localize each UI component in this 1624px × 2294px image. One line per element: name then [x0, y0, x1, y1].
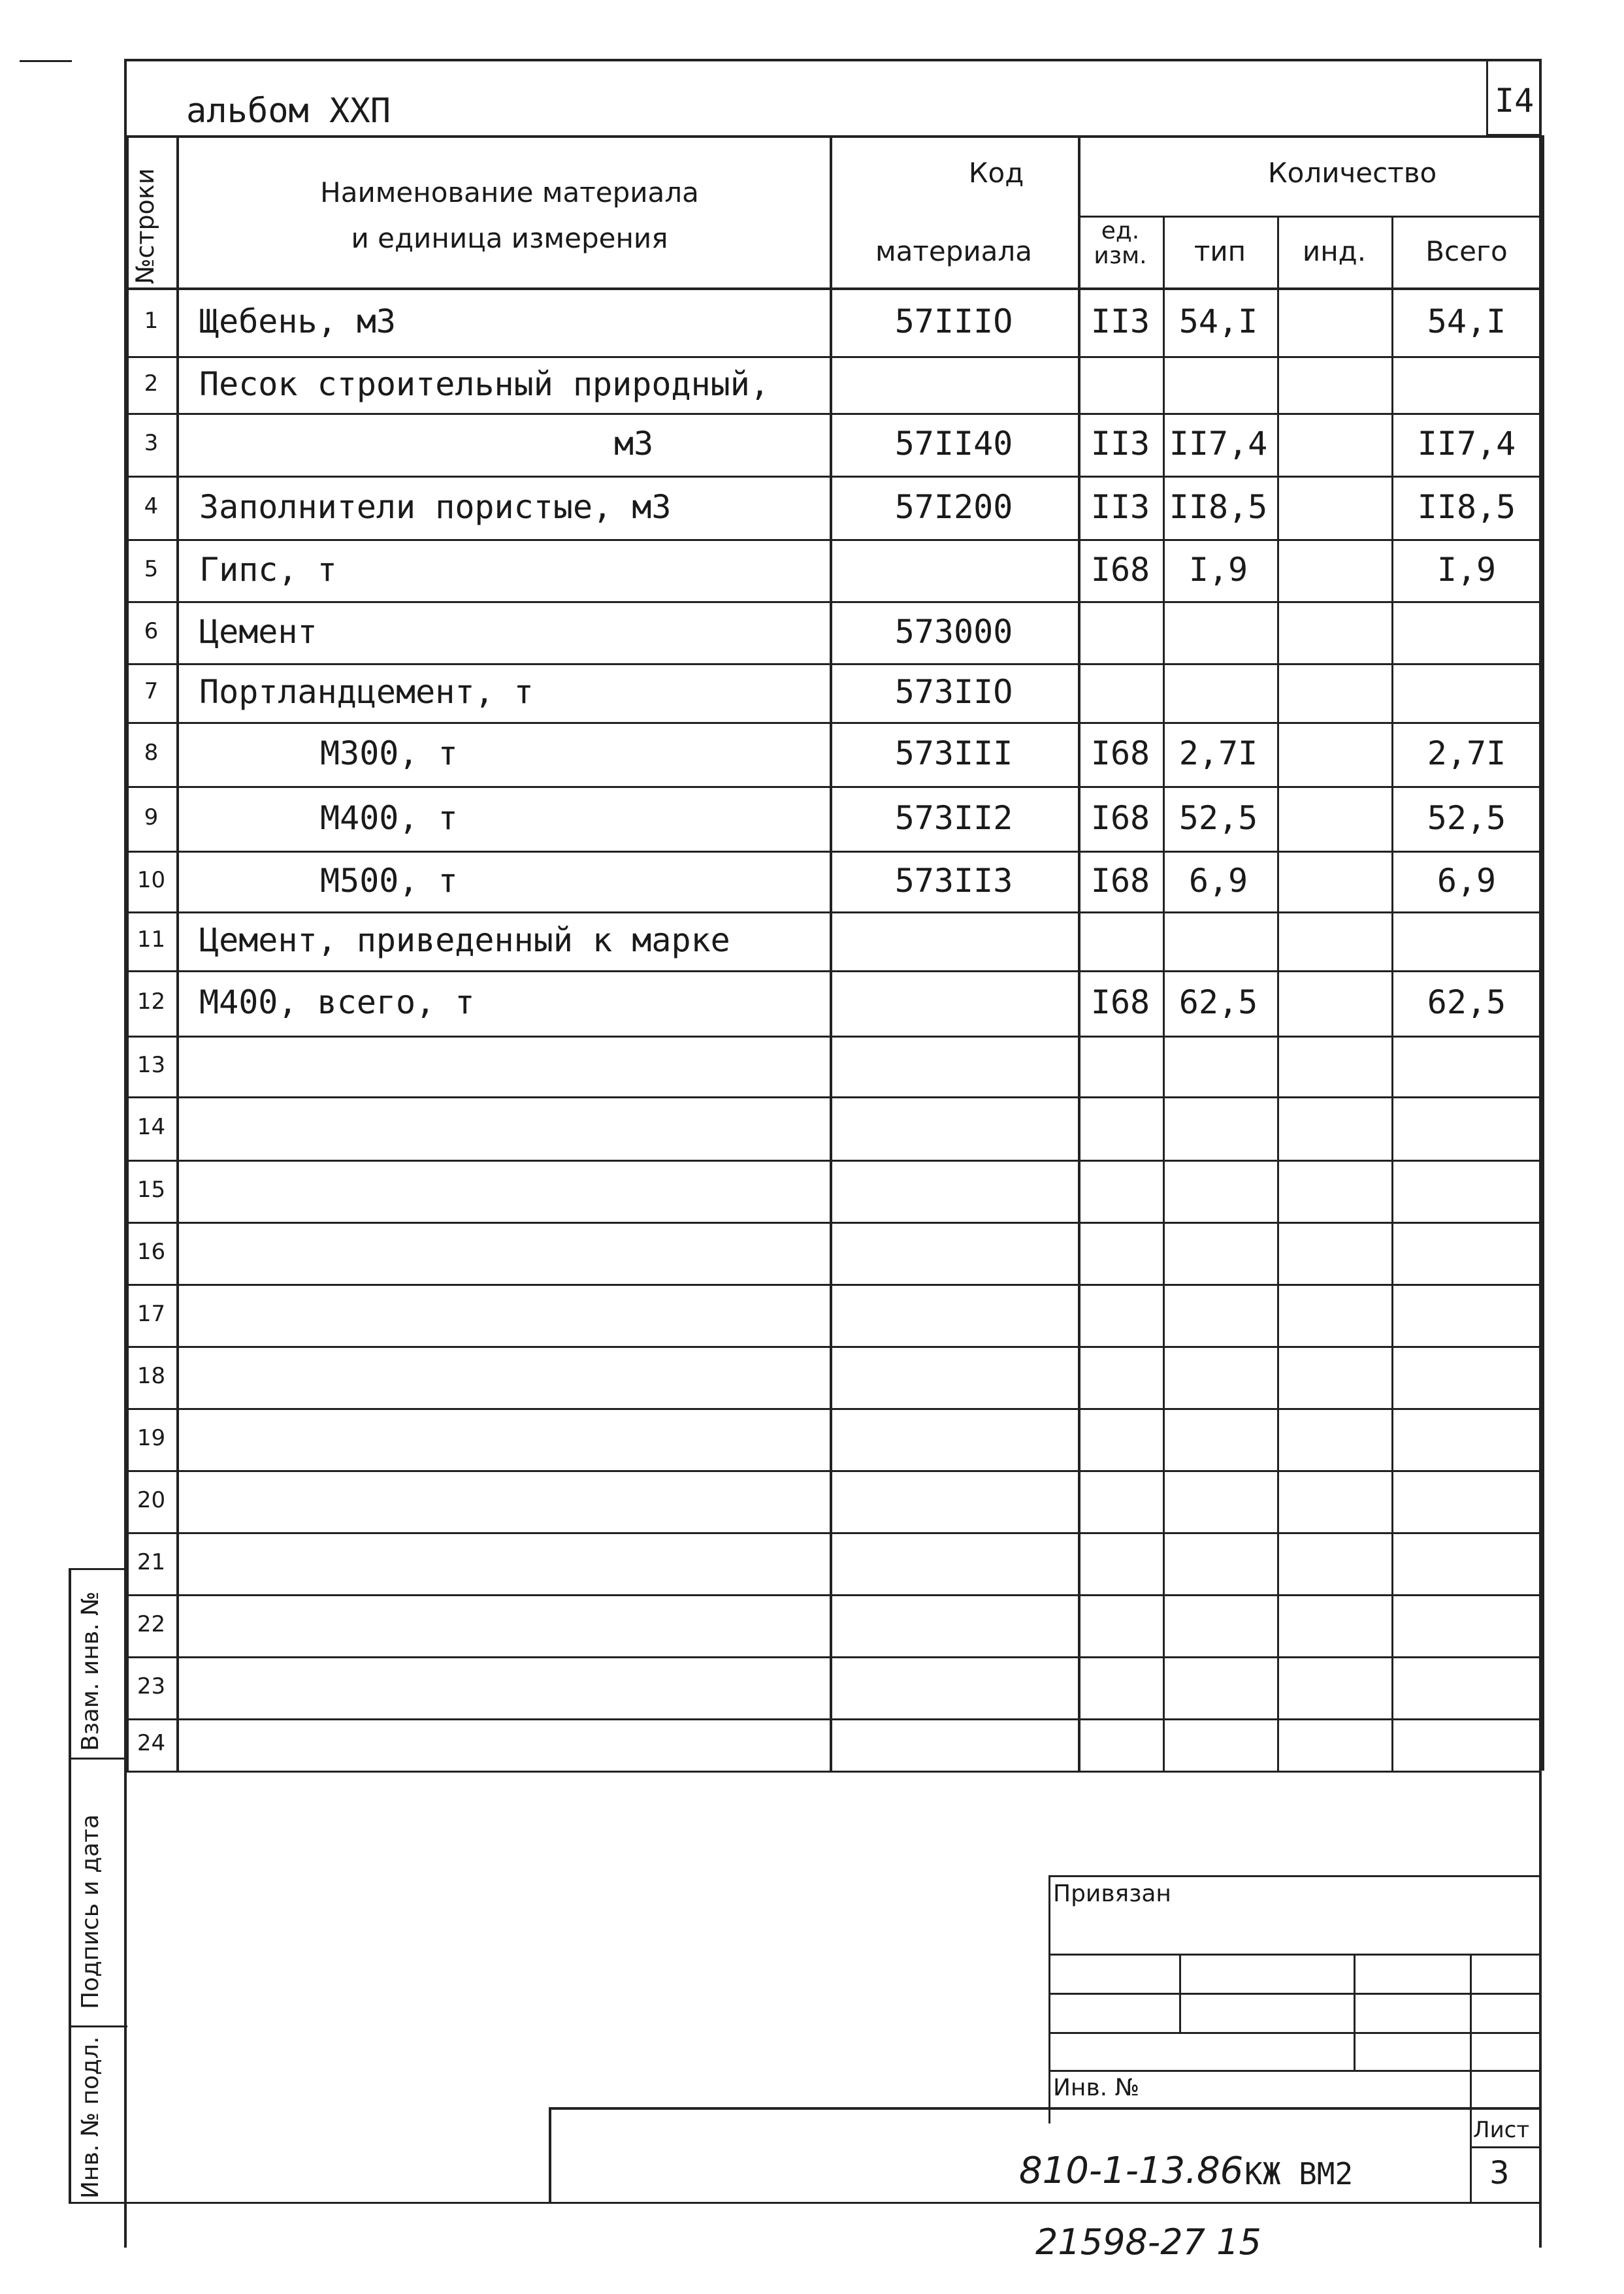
col-line-1b [176, 135, 179, 1771]
row-number: 4 [144, 493, 159, 519]
unit-code: I68 [1090, 861, 1150, 900]
quantity-type: 62,5 [1178, 983, 1258, 1021]
material-code: 573II3 [894, 861, 1013, 900]
row-line-21 [126, 1594, 1542, 1596]
material-code: 57II40 [894, 425, 1013, 463]
col-line-2 [830, 135, 832, 1771]
row-line-14 [126, 1160, 1542, 1162]
row-number: 21 [137, 1548, 166, 1575]
row-number: 20 [137, 1486, 166, 1513]
unit-code: I68 [1090, 798, 1150, 837]
pagebox-left [1486, 59, 1488, 134]
row-line-24 [126, 1771, 1542, 1773]
material-name: М300, т [320, 734, 458, 772]
row-number: 11 [137, 926, 166, 953]
quantity-total: II7,4 [1417, 425, 1516, 463]
row-number: 16 [137, 1238, 166, 1265]
row-number: 13 [137, 1051, 166, 1078]
row-line-8 [126, 786, 1542, 788]
designation-typed: КЖ ВМ2 [1244, 2156, 1354, 2191]
unit-code: II3 [1090, 487, 1150, 526]
list-value: 3 [1489, 2155, 1510, 2191]
row-number: 12 [137, 989, 166, 1015]
quantity-total: 52,5 [1427, 798, 1506, 837]
vzam-inv-label: Взам. инв. № [77, 1591, 104, 1751]
row-number: 18 [137, 1362, 166, 1389]
material-code: 57IIIO [894, 302, 1013, 340]
row-number: 10 [137, 866, 166, 893]
row-line-19 [126, 1470, 1542, 1472]
quantity-total: 2,7I [1427, 734, 1506, 772]
material-name: Щебень, м3 [199, 302, 397, 340]
table-top-line [126, 135, 1542, 138]
privyazan-label: Привязан [1053, 1880, 1171, 1907]
inv-podl-label: Инв. № подл. [77, 2036, 104, 2199]
row-line-6 [126, 663, 1542, 665]
quantity-total-header: Всего [1425, 235, 1508, 267]
material-name: М500, т [320, 861, 458, 900]
row-line-7 [126, 722, 1542, 724]
quantity-total: 54,I [1427, 302, 1506, 340]
corner-mark [20, 60, 72, 62]
quantity-type: 2,7I [1178, 734, 1258, 772]
row-line-11 [126, 970, 1542, 972]
row-line-16 [126, 1284, 1542, 1286]
row-line-13 [126, 1096, 1542, 1098]
podpis-data-label: Подпись и дата [77, 1814, 104, 2009]
row-line-15 [126, 1222, 1542, 1224]
row-line-22 [126, 1656, 1542, 1658]
material-name: Заполнители пористые, м3 [199, 487, 672, 526]
material-code: 573III [894, 734, 1013, 772]
row-number: 17 [137, 1300, 166, 1327]
row-number: 24 [137, 1730, 166, 1756]
row-line-2 [126, 413, 1542, 415]
frame-bottom [69, 2202, 1542, 2204]
side-strip-div1 [69, 1758, 127, 1760]
row-number: 23 [137, 1673, 166, 1699]
material-code: 573IIO [894, 673, 1013, 711]
album-title: альбом XXП [186, 91, 391, 131]
material-name: Песок строительный природный, [199, 365, 770, 403]
material-code: 573000 [894, 612, 1013, 651]
code-header: Код [968, 157, 1024, 189]
unit-code: I68 [1090, 550, 1150, 589]
quantity-type: II8,5 [1169, 487, 1268, 526]
row-number: 15 [137, 1176, 166, 1203]
code-material-header: материала [875, 235, 1032, 267]
row-line-3 [126, 476, 1542, 478]
row-number: 22 [137, 1611, 166, 1637]
row-line-1 [126, 356, 1542, 358]
designation-handwritten: 810-1-13.86 [1019, 2150, 1244, 2192]
row-line-12 [126, 1036, 1542, 1038]
row-line-4 [126, 539, 1542, 541]
header-bottom-line [126, 287, 1542, 290]
row-number: 14 [137, 1113, 166, 1140]
name-header-line2: и единица измерения [351, 222, 668, 254]
quantity-total: 6,9 [1437, 861, 1497, 900]
col-line-7 [1542, 135, 1544, 1771]
quantity-total: II8,5 [1417, 487, 1516, 526]
row-number: 8 [144, 740, 159, 766]
col-line-3 [1078, 135, 1080, 1771]
material-name: Гипс, т [199, 550, 337, 589]
material-name: Цемент, приведенный к марке [199, 921, 730, 959]
quantity-header: Количество [1267, 157, 1437, 189]
row-number: 6 [144, 617, 159, 644]
quantity-type: 6,9 [1188, 861, 1248, 900]
material-name: Портландцемент, т [199, 673, 534, 711]
frame-left-top [124, 59, 127, 137]
code-unit-header: ед. изм. [1094, 218, 1147, 269]
quantity-type-header: тип [1194, 235, 1246, 267]
row-number: 9 [144, 804, 159, 830]
quantity-total: I,9 [1437, 550, 1497, 589]
row-line-10 [126, 911, 1542, 913]
unit-code: II3 [1090, 425, 1150, 463]
row-line-9 [126, 851, 1542, 853]
unit-code: I68 [1090, 734, 1150, 772]
material-name: м3 [614, 425, 654, 463]
quantity-total: 62,5 [1427, 983, 1506, 1021]
name-header: Наименование материала [320, 176, 699, 208]
quantity-ind-header: инд. [1302, 235, 1367, 267]
material-name: М400, всего, т [199, 983, 475, 1021]
row-line-23 [126, 1718, 1542, 1720]
row-number: 1 [144, 307, 159, 334]
header-mid-line [1078, 216, 1542, 218]
row-line-18 [126, 1408, 1542, 1410]
row-number: 5 [144, 555, 159, 582]
row-number: 2 [144, 370, 159, 397]
bottom-note: 21598-27 15 [1035, 2221, 1261, 2263]
row-number: 19 [137, 1424, 166, 1451]
list-label: Лист [1473, 2117, 1530, 2143]
unit-code: II3 [1090, 302, 1150, 340]
material-code: 57I200 [894, 487, 1013, 526]
row-line-20 [126, 1532, 1542, 1534]
row-number: 7 [144, 678, 159, 704]
quantity-type: II7,4 [1169, 425, 1268, 463]
side-strip-left [69, 1568, 71, 2202]
page-number: I4 [1495, 82, 1535, 120]
row-number: 3 [144, 430, 159, 456]
row-line-5 [126, 601, 1542, 603]
quantity-type: 52,5 [1178, 798, 1258, 837]
row-line-17 [126, 1346, 1542, 1348]
material-name: Цемент [199, 612, 317, 651]
quantity-type: 54,I [1178, 302, 1258, 340]
material-name: М400, т [320, 798, 458, 837]
row-number-header: №строки [131, 168, 159, 284]
side-strip-div2 [69, 2025, 127, 2027]
side-strip-top [69, 1568, 127, 1570]
frame-top [124, 59, 1542, 61]
quantity-type: I,9 [1188, 550, 1248, 589]
material-code: 573II2 [894, 798, 1013, 837]
inv-no-label: Инв. № [1053, 2074, 1140, 2101]
col-line-5 [1277, 216, 1279, 1771]
unit-code: I68 [1090, 983, 1150, 1021]
